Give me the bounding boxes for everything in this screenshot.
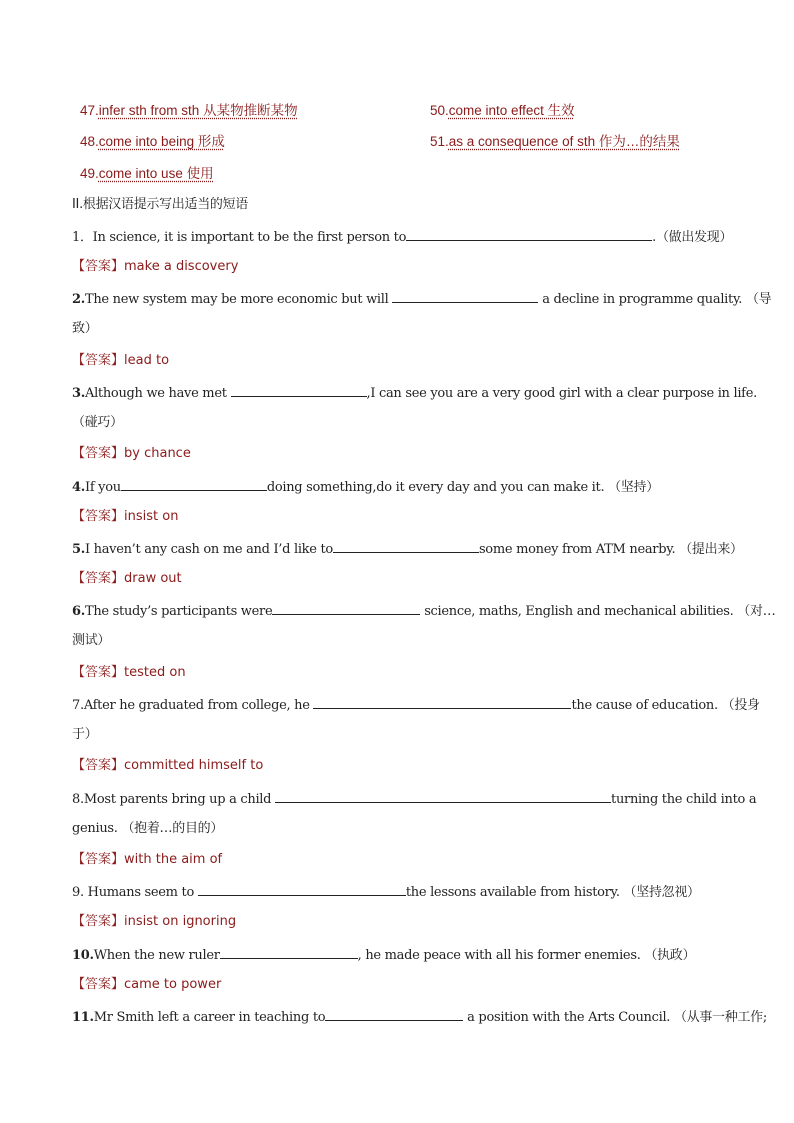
question-6 [72,602,776,620]
question-3-cont: （碰巧） [72,415,123,430]
answer-text: lead to [124,353,170,368]
question-text-after: some money from ATM nearby. （提出来） [478,542,743,557]
question-text-after: science, maths, English and mechanical abilities. （对… [424,604,776,619]
answer-text: by chance [124,446,191,461]
question-text-after: the cause of education. （投身 [571,698,760,713]
answer-blank[interactable] [392,290,538,303]
question-10 [72,946,722,964]
answer-tag: 【答案】 [72,259,125,274]
question-number: 2. [72,292,85,307]
answer-blank[interactable] [275,790,611,803]
question-5 [72,540,743,558]
answer-3 [72,446,191,462]
question-text-before: Most parents bring up a child [83,792,272,807]
answer-blank[interactable] [231,384,367,397]
question-text-before: The study’s participants were [84,604,273,619]
answer-text: insist on ignoring [124,914,237,929]
answer-tag: 【答案】 [72,446,125,461]
question-number: 8. [72,792,84,807]
answer-4 [72,509,178,525]
vocab-item-49 [80,166,214,182]
answer-text: draw out [124,571,182,586]
vocab-number: 49. [80,166,99,181]
answer-5 [72,571,182,587]
question-number: 9. [72,885,84,900]
question-number: 3. [72,386,85,401]
answer-blank[interactable] [333,540,479,553]
vocab-item-48 [80,134,225,150]
question-8 [72,790,757,808]
question-6-cont: 测试） [72,633,111,648]
vocab-text: come into effect 生效 [448,103,575,118]
vocab-item-47 [80,103,298,119]
answer-blank[interactable] [313,696,571,709]
vocab-number: 51. [430,134,449,149]
vocab-number: 48. [80,134,99,149]
question-number: 10. [72,948,94,963]
answer-tag: 【答案】 [72,977,125,992]
vocab-item-50 [430,103,575,119]
question-number: 6. [72,604,85,619]
question-2 [72,290,772,308]
question-number: 1． [72,230,93,245]
answer-2 [72,353,169,369]
vocab-text: come into use 使用 [98,166,214,181]
vocab-text: come into being 形成 [98,134,225,149]
answer-tag: 【答案】 [72,353,125,368]
question-text-before: Mr Smith left a career in teaching to [93,1010,326,1025]
answer-1 [72,259,238,275]
question-2-cont: 致） [72,321,98,336]
answer-tag: 【答案】 [72,509,125,524]
answer-7 [72,758,263,774]
question-text-after: , he made peace with all his former enemies. （执政） [357,948,696,963]
vocab-text: infer sth from sth 从某物推断某物 [98,103,298,118]
question-number: 5. [72,542,85,557]
answer-text: tested on [124,665,186,680]
answer-6 [72,665,186,681]
question-text-before: Humans seem to [87,885,194,900]
answer-tag: 【答案】 [72,852,125,867]
question-text-after: turning the child into a [611,792,757,807]
answer-blank[interactable] [220,946,358,959]
answer-blank[interactable] [121,478,267,491]
answer-tag: 【答案】 [72,665,125,680]
answer-blank[interactable] [198,883,406,896]
vocab-item-51 [430,134,680,150]
question-text-before: In science, it is important to be the first person to [92,230,407,245]
answer-tag: 【答案】 [72,571,125,586]
answer-blank[interactable] [325,1008,463,1021]
question-text-before: The new system may be more economic but will [84,292,389,307]
vocab-number: 50. [430,103,449,118]
question-text-after: a position with the Arts Council. （从事一种工作; [467,1010,767,1025]
question-8-cont: genius. （抱着…的目的） [72,821,224,836]
question-7 [72,696,760,714]
answer-blank[interactable] [272,602,420,615]
answer-text: make a discovery [124,259,239,274]
answer-tag: 【答案】 [72,914,125,929]
question-number: 11. [72,1010,94,1025]
question-text-before: When the new ruler [93,948,220,963]
question-number: 4. [72,480,85,495]
question-7-cont: 于） [72,727,98,742]
question-text-before: If you [84,480,121,495]
section-heading: II.根据汉语提示写出适当的短语 [72,197,249,212]
question-text-after: a decline in programme quality. （导 [542,292,772,307]
answer-text: with the aim of [124,852,223,867]
answer-text: came to power [124,977,222,992]
question-text-before: Although we have met [84,386,227,401]
question-text-before: After he graduated from college, he [83,698,310,713]
answer-10 [72,977,221,993]
answer-text: insist on [124,509,179,524]
answer-9 [72,914,236,930]
question-text-after: doing something,do it every day and you can make it. （坚持） [266,480,659,495]
question-1 [72,228,733,246]
answer-blank[interactable] [406,228,652,241]
vocab-text: as a consequence of sth 作为…的结果 [448,134,680,149]
question-number: 7. [72,698,84,713]
answer-tag: 【答案】 [72,758,125,773]
answer-text: committed himself to [124,758,264,773]
answer-8 [72,852,222,868]
question-11 [72,1008,767,1026]
question-text-after: the lessons available from history. （坚持忽视） [405,885,700,900]
question-3 [72,384,757,402]
question-9 [72,883,722,901]
vocab-number: 47. [80,103,99,118]
question-4 [72,478,722,496]
question-text-before: I haven’t any cash on me and I’d like to [84,542,333,557]
question-text-after: .（做出发现） [652,230,733,245]
question-text-after: ,I can see you are a very good girl with a clear purpose in life. [366,386,757,401]
